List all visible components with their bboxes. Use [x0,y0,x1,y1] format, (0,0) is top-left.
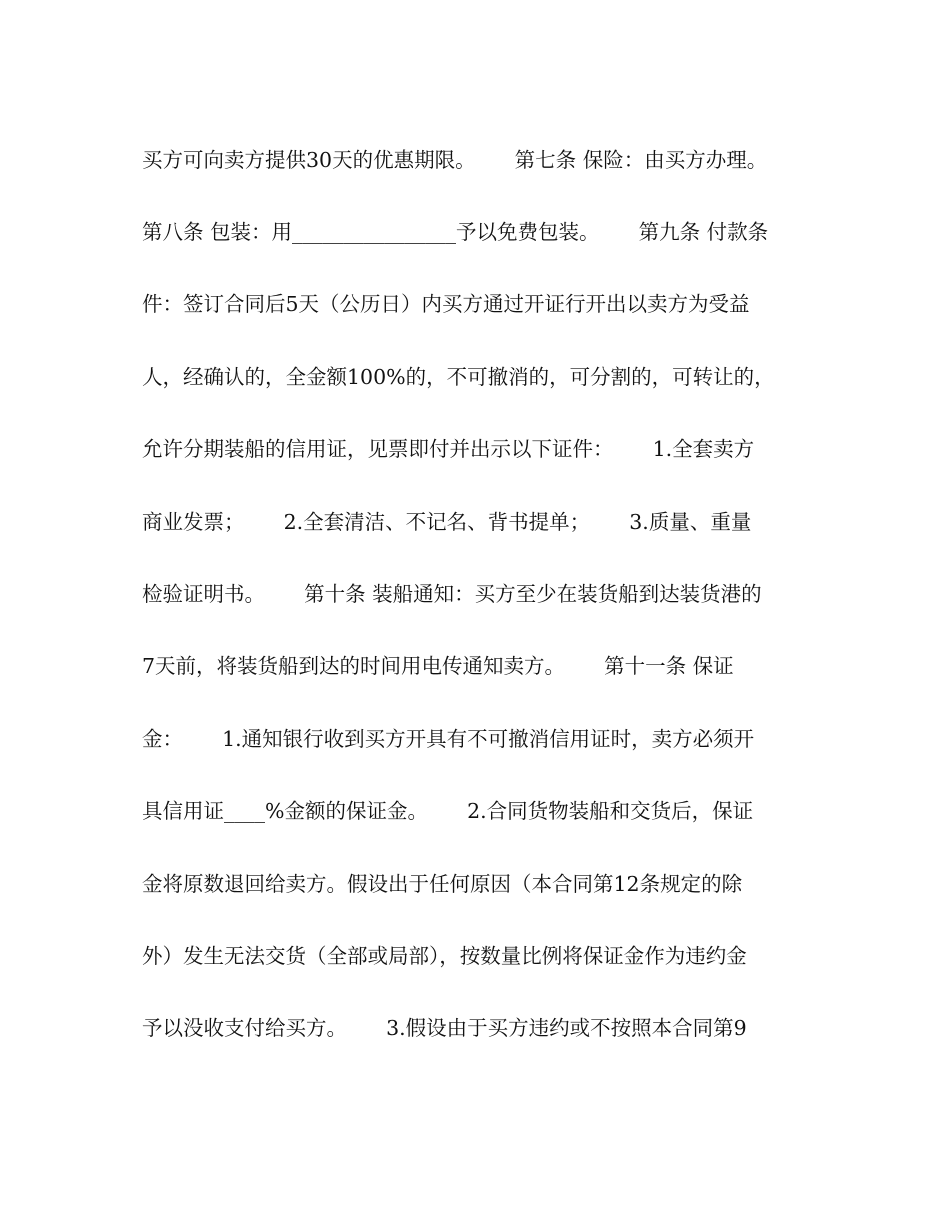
text-line-2: 第八条 包装：用________________予以免费包装。 第九条 付款条 [142,220,769,244]
text-line-9: 金： 1.通知银行收到买方开具有不可撤消信用证时，卖方必须开 [142,727,755,751]
text-line-1: 买方可向卖方提供30天的优惠期限。 第七条 保险：由买方办理。 [142,148,768,172]
text-line-5: 允许分期装船的信用证，见票即付并出示以下证件： 1.全套卖方 [142,437,755,461]
text-line-10: 具信用证____%金额的保证金。 2.合同货物装船和交货后，保证 [142,799,754,823]
text-line-11: 金将原数退回给卖方。假设出于任何原因（本合同第12条规定的除 [142,872,743,896]
text-line-6: 商业发票； 2.全套清洁、不记名、背书提单； 3.质量、重量 [142,510,752,534]
text-line-12: 外）发生无法交货（全部或局部），按数量比例将保证金作为违约金 [142,944,747,968]
text-line-7: 检验证明书。 第十条 装船通知：买方至少在装货船到达装货港的 [142,582,762,606]
text-line-3: 件：签订合同后5天（公历日）内买方通过开证行开出以卖方为受益 [142,292,750,316]
text-line-8: 7天前，将装货船到达的时间用电传通知卖方。 第十一条 保证 [142,654,734,678]
text-line-13: 予以没收支付给买方。 3.假设由于买方违约或不按照本合同第9 [142,1016,747,1040]
text-line-4: 人，经确认的，全金额100%的，不可撤消的，可分割的，可转让的， [142,365,775,389]
